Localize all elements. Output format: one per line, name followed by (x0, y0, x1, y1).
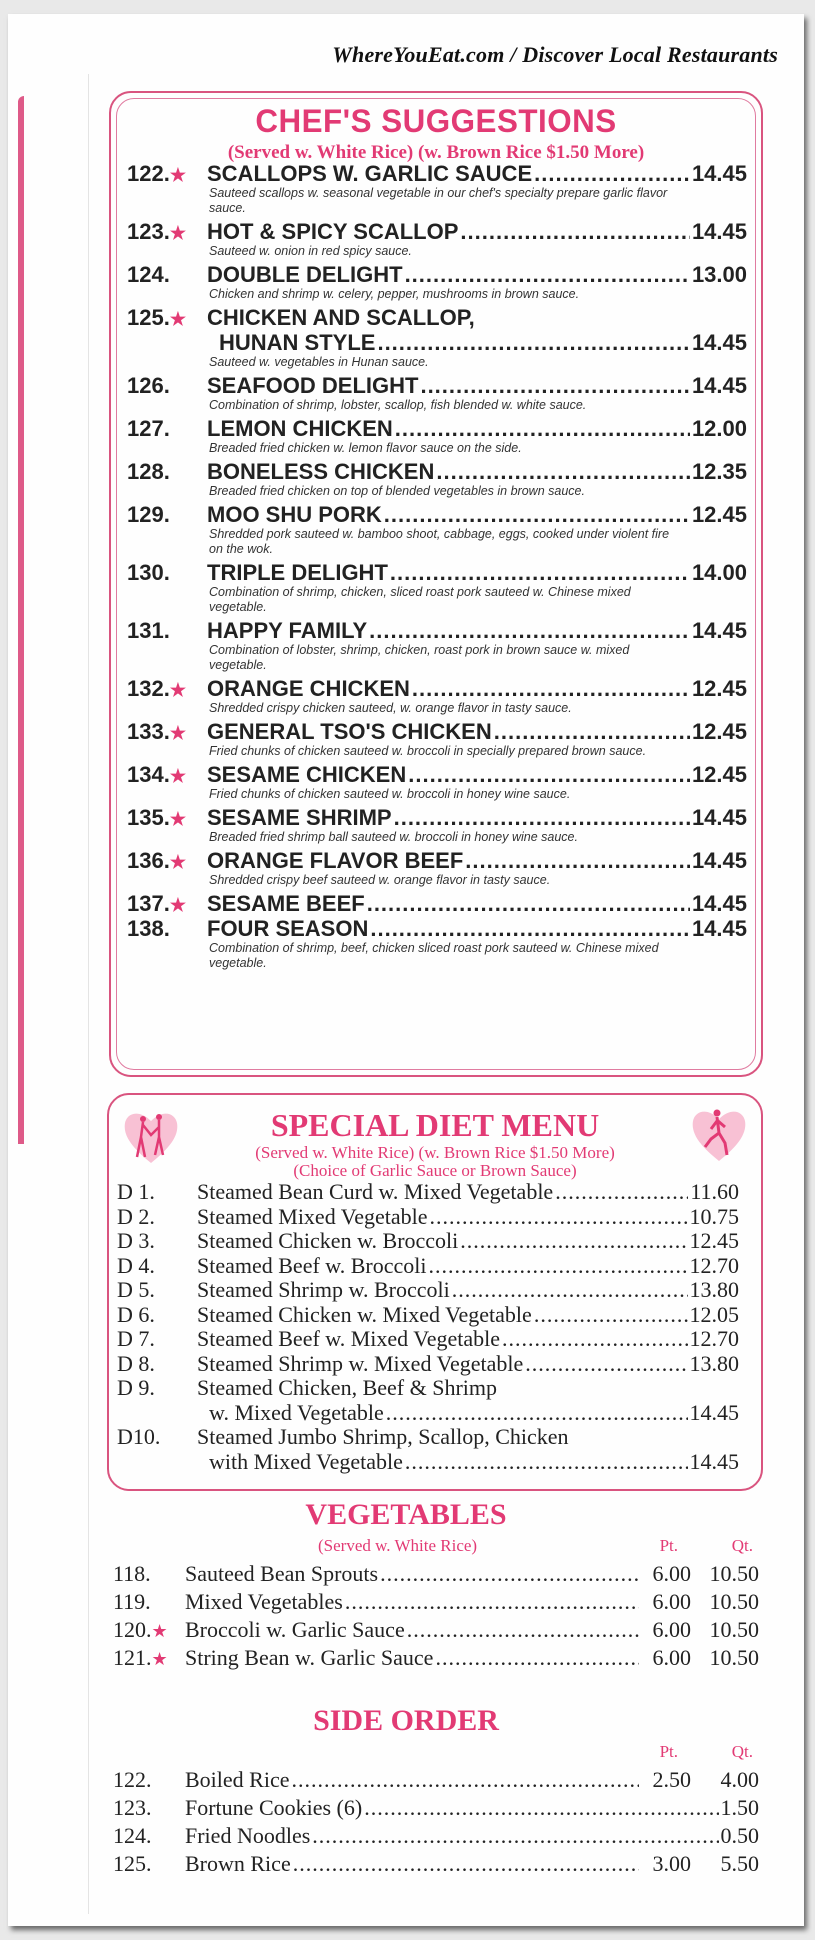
dot-leader (460, 1229, 687, 1254)
item-number-text: 122. (113, 1767, 152, 1792)
item-number: D10. (117, 1424, 161, 1449)
item-pint-price: 6.00 (652, 1645, 691, 1670)
item-quart-price: 10.50 (709, 1589, 759, 1614)
item-description: Shredded crispy beef sauteed w. orange flavor in tasty sauce. (209, 873, 551, 887)
item-name: Broccoli w. Garlic Sauce (185, 1617, 405, 1642)
item-number (127, 762, 207, 789)
item-number-text: 120. (113, 1617, 152, 1642)
item-number-text: 128. (127, 459, 170, 484)
dot-leader (420, 373, 689, 398)
item-number (113, 1588, 185, 1616)
item-name: LEMON CHICKEN (207, 416, 393, 441)
menu-item-row (127, 416, 747, 441)
menu-item-row (127, 848, 747, 873)
item-name: Steamed Chicken, Beef & Shrimp (197, 1375, 497, 1400)
dot-leader (345, 1588, 639, 1616)
item-number-text: 125. (127, 305, 170, 330)
menu-item (127, 161, 747, 219)
item-price: 14.45 (691, 848, 747, 873)
item-name: Mixed Vegetables (185, 1589, 343, 1614)
item-name: SESAME BEEF (207, 891, 365, 916)
dot-leader (367, 891, 690, 916)
diet-item-continued (117, 1450, 739, 1475)
item-price: 13.80 (689, 1350, 739, 1376)
item-number (113, 1560, 185, 1588)
side_order-item (113, 1794, 759, 1822)
item-price: 12.45 (691, 676, 747, 701)
diet-item (117, 1303, 739, 1328)
dot-leader (370, 916, 690, 941)
menu-item (127, 219, 747, 262)
dot-leader (380, 1560, 639, 1588)
fold-line (88, 74, 89, 1914)
item-number: D 5. (117, 1277, 155, 1302)
side-order-list (113, 1766, 759, 1878)
item-number-text: 136. (127, 848, 170, 873)
item-number (127, 502, 207, 527)
item-number-text: 124. (127, 262, 170, 287)
dot-leader (394, 805, 690, 830)
chefs-suggestions-title: CHEF'S SUGGESTIONS (255, 103, 617, 139)
menu-item-row (127, 305, 747, 330)
item-name: Boiled Rice (185, 1767, 290, 1792)
menu-item (127, 262, 747, 305)
item-number (113, 1766, 185, 1794)
item-number (127, 219, 207, 246)
item-name: Sauteed Bean Sprouts (185, 1561, 379, 1586)
item-price: 12.45 (691, 762, 747, 787)
item-number (127, 916, 207, 941)
item-price: 14.45 (691, 330, 747, 355)
item-number (127, 560, 207, 585)
item-quart-price: 0.50 (720, 1823, 759, 1848)
menu-item-row (127, 676, 747, 701)
item-description: Combination of shrimp, beef, chicken sliced roast pork sauteed w. Chinese mixed vegetable. (209, 941, 659, 970)
dot-leader (452, 1278, 688, 1303)
item-description: Breaded fried shrimp ball sauteed w. broccoli in honey wine sauce. (209, 830, 578, 844)
item-number (127, 373, 207, 398)
star-icon: ★ (169, 809, 186, 829)
item-pint-price: 2.50 (652, 1767, 691, 1792)
star-icon: ★ (169, 165, 186, 185)
dot-leader (405, 1450, 688, 1475)
item-quart-price: 10.50 (709, 1645, 759, 1670)
item-number-text: 123. (127, 219, 170, 244)
menu-item (127, 305, 747, 373)
item-number (127, 262, 207, 287)
item-number (127, 719, 207, 746)
item-name-continued: with Mixed Vegetable (209, 1448, 403, 1474)
item-number-text: 118. (113, 1561, 151, 1586)
item-price: 13.80 (689, 1277, 739, 1302)
item-number: D 8. (117, 1350, 155, 1376)
item-number: D 9. (117, 1375, 155, 1400)
item-number-text: 130. (127, 560, 170, 585)
item-price: 14.45 (689, 1399, 739, 1425)
item-price: 12.05 (689, 1301, 739, 1327)
item-name: Steamed Shrimp w. Mixed Vegetable (197, 1350, 524, 1376)
item-name: Fried Noodles (185, 1823, 311, 1848)
item-description: Combination of lobster, shrimp, chicken, roast pork in brown sauce w. mixed vegetable. (209, 643, 630, 672)
item-pint-price: 3.00 (652, 1851, 691, 1876)
vegetables-title: VEGETABLES (305, 1498, 507, 1531)
item-quart-price: 10.50 (709, 1617, 759, 1642)
dot-leader (377, 330, 689, 355)
item-number (113, 1644, 185, 1673)
item-name: Steamed Chicken w. Broccoli (197, 1228, 459, 1253)
item-number (113, 1822, 185, 1850)
diet-item (117, 1376, 739, 1401)
item-number (127, 805, 207, 832)
item-pint-price: 6.00 (652, 1617, 691, 1642)
menu-item (127, 560, 747, 618)
dot-leader (408, 762, 690, 787)
item-name: DOUBLE DELIGHT (207, 262, 403, 287)
dot-leader (293, 1850, 639, 1878)
dot-leader (386, 1401, 688, 1426)
item-description: Sauteed w. onion in red spicy sauce. (209, 244, 412, 258)
menu-item (127, 805, 747, 848)
item-price: 10.75 (689, 1203, 739, 1229)
diet-item (117, 1425, 739, 1450)
item-name: FOUR SEASON (207, 916, 369, 941)
side-order-qt-header: Qt. (731, 1742, 753, 1761)
dot-leader (407, 1616, 639, 1644)
side-order-pt-header: Pt. (659, 1742, 678, 1761)
dot-leader (384, 502, 690, 527)
item-price: 14.45 (689, 1448, 739, 1474)
dot-leader (412, 676, 690, 701)
item-quart-price: 1.50 (720, 1795, 759, 1820)
item-name-continued: w. Mixed Vegetable (209, 1399, 384, 1425)
item-number: D 1. (117, 1179, 155, 1204)
special-diet-sauce-note: (Choice of Garlic Sauce or Brown Sauce) (293, 1161, 577, 1180)
menu-item (127, 459, 747, 502)
item-name: Steamed Mixed Vegetable (197, 1203, 428, 1229)
item-name: Steamed Beef w. Broccoli (197, 1252, 427, 1278)
menu-item-row (127, 805, 747, 830)
item-number (127, 848, 207, 875)
item-price: 12.45 (691, 719, 747, 744)
item-price: 14.00 (691, 560, 747, 585)
item-price: 13.00 (691, 262, 747, 287)
item-price: 14.45 (691, 916, 747, 941)
menu-item-row (127, 719, 747, 744)
left-pink-bar (18, 96, 24, 1144)
item-number (113, 1850, 185, 1878)
side_order-item (113, 1766, 759, 1794)
item-number-text: 137. (127, 891, 170, 916)
dot-leader (502, 1327, 687, 1352)
special-diet-section (107, 1093, 763, 1491)
chefs-suggestions-subtitle: (Served w. White Rice) (w. Brown Rice $1.50 More) (227, 142, 645, 163)
dot-leader (435, 1644, 639, 1672)
dot-leader (460, 219, 690, 244)
diet-item (117, 1254, 739, 1279)
vegetables-item (113, 1588, 759, 1616)
item-number (127, 618, 207, 643)
item-price: 14.45 (691, 219, 747, 244)
item-number (127, 676, 207, 703)
item-number: D 7. (117, 1326, 155, 1351)
dot-leader (312, 1822, 718, 1850)
item-name: Steamed Chicken w. Mixed Vegetable (197, 1301, 532, 1327)
item-price: 14.45 (691, 618, 747, 643)
dot-leader (390, 560, 690, 585)
menu-item (127, 676, 747, 719)
item-price: 14.45 (691, 891, 747, 916)
menu-item-row (127, 219, 747, 244)
item-price: 12.70 (689, 1326, 739, 1351)
vegetables-item (113, 1644, 759, 1672)
side_order-item (113, 1850, 759, 1878)
item-number (113, 1616, 185, 1645)
item-name: MOO SHU PORK (207, 502, 382, 527)
star-icon: ★ (169, 309, 186, 329)
item-name: HOT & SPICY SCALLOP (207, 219, 459, 244)
item-name: SEAFOOD DELIGHT (207, 373, 419, 398)
item-price: 14.45 (691, 805, 747, 830)
dot-leader (429, 1254, 688, 1279)
item-name: String Bean w. Garlic Sauce (185, 1645, 434, 1670)
menu-item-row (127, 891, 747, 916)
item-price: 14.45 (691, 161, 747, 186)
diet-item (117, 1180, 739, 1205)
menu-item-row (127, 161, 747, 186)
item-name: ORANGE FLAVOR BEEF (207, 848, 464, 873)
diet-item (117, 1278, 739, 1303)
item-number (127, 416, 207, 441)
dot-leader (395, 416, 690, 441)
item-quart-price: 5.50 (720, 1851, 759, 1876)
menu-item (127, 891, 747, 916)
item-number (127, 161, 207, 188)
vegetables-item (113, 1616, 759, 1644)
item-number-text: 124. (113, 1823, 152, 1848)
item-description: Shredded crispy chicken sauteed, w. orange flavor in tasty sauce. (209, 701, 572, 715)
menu-item (127, 618, 747, 676)
item-price: 11.60 (690, 1179, 739, 1204)
menu-item-row (127, 762, 747, 787)
item-price: 12.45 (689, 1228, 739, 1253)
menu-item-row (127, 459, 747, 484)
item-name: Steamed Shrimp w. Broccoli (197, 1277, 450, 1302)
item-pint-price: 6.00 (652, 1561, 691, 1586)
vegetables-item (113, 1560, 759, 1588)
dot-leader (364, 1794, 718, 1822)
item-number (113, 1794, 185, 1822)
item-name: SESAME CHICKEN (207, 762, 407, 787)
dot-leader (291, 1766, 639, 1794)
diet-item (117, 1352, 739, 1377)
item-name: Fortune Cookies (6) (185, 1795, 363, 1820)
site-credit: WhereYouEat.com / Discover Local Restaurants (332, 42, 778, 67)
item-number-text: 122. (127, 161, 170, 186)
star-icon: ★ (151, 1649, 168, 1669)
menu-item-row (127, 262, 747, 287)
item-number: D 3. (117, 1228, 155, 1253)
menu-item (127, 762, 747, 805)
menu-item-row (127, 373, 747, 398)
item-number-text: 121. (113, 1645, 152, 1670)
item-name: HAPPY FAMILY (207, 618, 368, 643)
item-number-text: 127. (127, 416, 170, 441)
item-description: Sauteed w. vegetables in Hunan sauce. (209, 355, 429, 369)
item-number-text: 129. (127, 502, 170, 527)
item-number: D 4. (117, 1252, 155, 1278)
star-icon: ★ (169, 766, 186, 786)
vegetables-list (113, 1560, 759, 1672)
star-icon: ★ (151, 1621, 168, 1641)
item-number-text: 125. (113, 1851, 152, 1876)
menu-item (127, 848, 747, 891)
dot-leader (369, 618, 690, 643)
menu-item (127, 416, 747, 459)
item-name: SCALLOPS W. GARLIC SAUCE (207, 161, 533, 186)
item-name: Steamed Beef w. Mixed Vegetable (197, 1326, 501, 1351)
item-price: 12.35 (691, 459, 747, 484)
item-description: Chicken and shrimp w. celery, pepper, mushrooms in brown sauce. (209, 287, 580, 301)
chefs-suggestions-section (109, 91, 763, 1077)
menu-item-row (127, 502, 747, 527)
dot-leader (525, 1352, 687, 1377)
item-number: D 6. (117, 1301, 155, 1327)
star-icon: ★ (169, 723, 186, 743)
item-description: Combination of shrimp, chicken, sliced roast pork sauteed w. Chinese mixed vegetable. (209, 585, 631, 614)
item-price: 12.00 (691, 416, 747, 441)
menu-item-row (127, 916, 747, 941)
diet-item (117, 1205, 739, 1230)
diet-item-continued (117, 1401, 739, 1426)
item-description: Shredded pork sauteed w. bamboo shoot, cabbage, eggs, cooked under violent fire on the wok. (209, 527, 670, 556)
item-name-continued: HUNAN STYLE (219, 330, 376, 355)
menu-item-row (127, 618, 747, 643)
dot-leader (534, 1303, 688, 1328)
item-price: 12.70 (689, 1252, 739, 1278)
item-description: Breaded fried chicken on top of blended vegetables in brown sauce. (209, 484, 585, 498)
item-name: CHICKEN AND SCALLOP, (207, 305, 475, 330)
item-pint-price: 6.00 (652, 1589, 691, 1614)
item-name: GENERAL TSO'S CHICKEN (207, 719, 492, 744)
star-icon: ★ (169, 223, 186, 243)
star-icon: ★ (169, 852, 186, 872)
dot-leader (555, 1180, 688, 1205)
special-diet-subtitle: (Served w. White Rice) (w. Brown Rice $1.50 More) (255, 1143, 615, 1162)
dot-leader (430, 1205, 688, 1230)
dot-leader (494, 719, 690, 744)
item-number (127, 305, 207, 332)
item-name: Brown Rice (185, 1851, 291, 1876)
item-name: Steamed Bean Curd w. Mixed Vegetable (197, 1179, 554, 1204)
diet-item (117, 1327, 739, 1352)
item-number-text: 132. (127, 676, 170, 701)
chefs-suggestions-list (127, 161, 747, 974)
vegetables-qt-header: Qt. (731, 1536, 753, 1555)
item-number-text: 135. (127, 805, 170, 830)
item-number: D 2. (117, 1203, 155, 1229)
special-diet-title: SPECIAL DIET MENU (270, 1107, 600, 1143)
item-description: Combination of shrimp, lobster, scallop, fish blended w. white sauce. (209, 398, 587, 412)
item-price: 12.45 (691, 502, 747, 527)
side_order-item (113, 1822, 759, 1850)
item-number-text: 134. (127, 762, 170, 787)
special-diet-list (117, 1180, 739, 1474)
item-name: ORANGE CHICKEN (207, 676, 410, 701)
item-number-text: 133. (127, 719, 170, 744)
dot-leader (405, 262, 690, 287)
item-description: Breaded fried chicken w. lemon flavor sauce on the side. (209, 441, 522, 455)
item-quart-price: 10.50 (709, 1561, 759, 1586)
menu-item-row-continued (127, 330, 747, 355)
menu-item (127, 502, 747, 560)
item-description: Sauteed scallops w. seasonal vegetable in our chef's specialty prepare garlic flavor sauce. (209, 186, 668, 215)
dot-leader (436, 459, 690, 484)
item-price: 14.45 (691, 373, 747, 398)
vegetables-pt-header: Pt. (659, 1536, 678, 1555)
item-name: TRIPLE DELIGHT (207, 560, 388, 585)
side-order-title: SIDE ORDER (313, 1704, 499, 1737)
item-description: Fried chunks of chicken sauteed w. broccoli in honey wine sauce. (209, 787, 571, 801)
item-number-text: 138. (127, 916, 170, 941)
menu-item-row (127, 560, 747, 585)
menu-item (127, 373, 747, 416)
star-icon: ★ (169, 895, 186, 915)
menu-item (127, 916, 747, 974)
diet-item (117, 1229, 739, 1254)
menu-page (8, 14, 804, 1926)
dot-leader (534, 161, 690, 186)
item-number-text: 123. (113, 1795, 152, 1820)
item-name: BONELESS CHICKEN (207, 459, 435, 484)
item-number-text: 119. (113, 1589, 151, 1614)
dot-leader (465, 848, 690, 873)
item-number (127, 459, 207, 484)
vegetables-subtitle: (Served w. White Rice) (318, 1536, 478, 1555)
item-number-text: 126. (127, 373, 170, 398)
menu-item (127, 719, 747, 762)
item-name: SESAME SHRIMP (207, 805, 392, 830)
item-name: Steamed Jumbo Shrimp, Scallop, Chicken (197, 1424, 569, 1449)
item-quart-price: 4.00 (720, 1767, 759, 1792)
item-number (127, 891, 207, 918)
item-number-text: 131. (127, 618, 170, 643)
star-icon: ★ (169, 680, 186, 700)
item-description: Fried chunks of chicken sauteed w. broccoli in specially prepared brown sauce. (209, 744, 647, 758)
